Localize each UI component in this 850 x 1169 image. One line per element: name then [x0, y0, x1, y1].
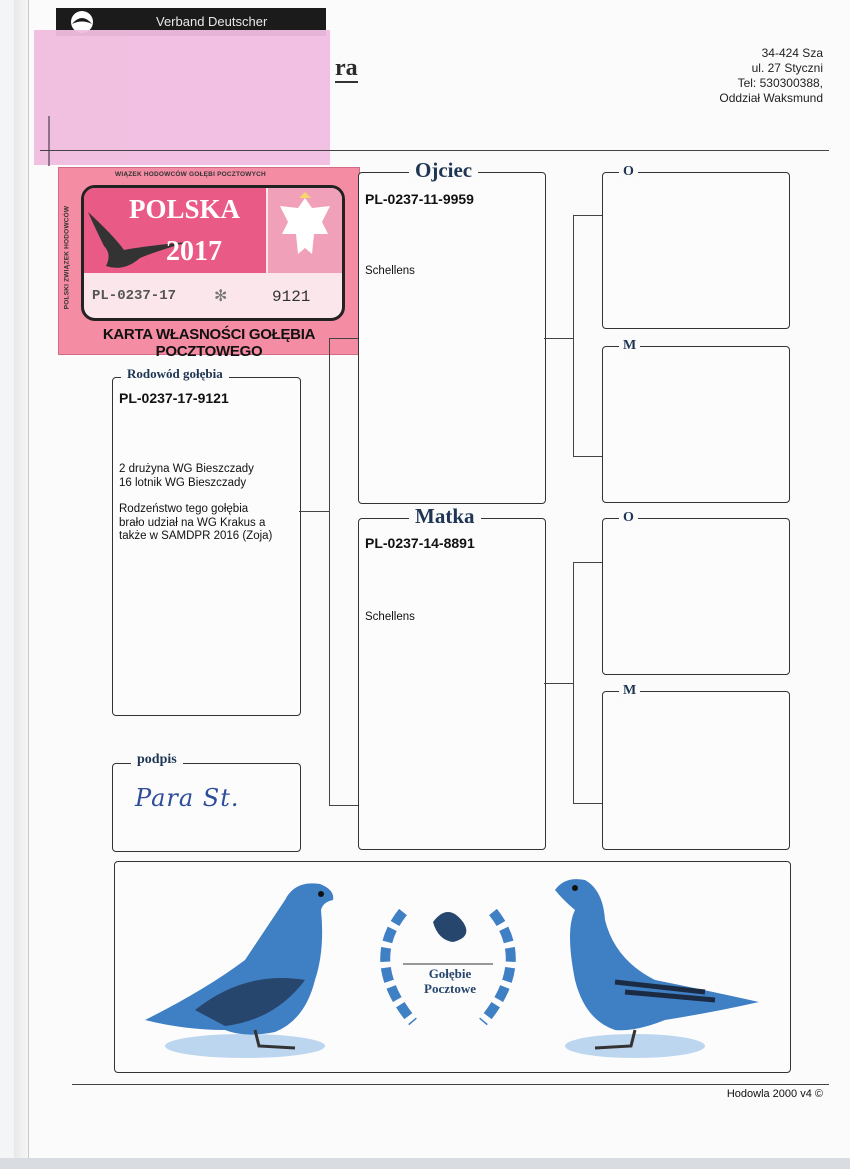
white-eagle-icon [268, 188, 342, 273]
connector-line [299, 511, 329, 512]
header-divider [40, 150, 829, 151]
emblem-line-1: Gołębie [428, 966, 472, 981]
signature-box [112, 752, 301, 852]
card-caption: KARTA WŁASNOŚCI GOŁĘBIA POCZTOWEGO [102, 326, 316, 360]
note-line: brało udział na WG Krakus a [119, 516, 266, 529]
emblem-text [400, 966, 500, 996]
mother-father-box [602, 510, 790, 675]
address-line: Tel: 530300388, [737, 76, 823, 90]
page-title-fragment: ra [335, 55, 358, 81]
father-mother-box [602, 338, 790, 503]
card-arc-top: WIĄZEK HODOWCÓW GOŁĘBI POCZTOWYCH [115, 171, 266, 178]
pink-cover-sticker [34, 30, 330, 165]
mother-mother-box [602, 683, 790, 850]
ff-legend: O [619, 164, 638, 180]
card-star: ✻ [214, 288, 228, 305]
note-line: także w SAMDPR 2016 (Zoja) [119, 530, 273, 542]
card-year: 2017 [166, 236, 222, 267]
mf-legend: O [619, 510, 638, 526]
card-country: POLSKA [129, 194, 241, 224]
address-line: 34-424 Sza [761, 46, 823, 60]
handwritten-signature: Para St. [135, 784, 240, 812]
pigeon-legend: Rodowód gołębia [121, 366, 229, 382]
father-breed: Schellens [365, 265, 415, 277]
card-ring-prefix: PL-0237-17 [92, 288, 177, 304]
mother-box [358, 504, 546, 850]
eagle-emblem [268, 188, 342, 273]
decoration-panel [114, 861, 791, 1073]
connector-line [329, 338, 330, 806]
card-inner-panel [81, 185, 345, 321]
father-father-box [602, 164, 790, 329]
connector-line [544, 338, 573, 339]
card-ring-number: 9121 [272, 288, 311, 306]
note-line: 16 lotnik WG Bieszczady [119, 476, 247, 489]
connector-line [329, 805, 358, 806]
note-line: Rodzeństwo tego gołębia [119, 503, 249, 515]
connector-line [573, 803, 602, 804]
note-line: 2 drużyna WG Bieszczady [119, 463, 254, 475]
pigeon-ring-number: PL-0237-17-9121 [119, 390, 229, 406]
emblem-line-2: Pocztowe [424, 981, 476, 996]
connector-line [573, 562, 602, 563]
father-box [358, 158, 546, 504]
connector-line [329, 338, 358, 339]
pigeon-pedigree-box [112, 366, 301, 716]
mm-legend: M [619, 683, 640, 699]
connector-line [544, 683, 573, 684]
connector-line [573, 215, 602, 216]
sheet-edge [14, 0, 28, 1169]
logo-text: Verband Deutscher [156, 14, 268, 29]
connector-line [573, 215, 574, 457]
pigeon-right-icon [545, 870, 765, 1060]
fm-legend: M [619, 338, 640, 354]
pigeon-notes [119, 463, 272, 544]
software-footer: Hodowla 2000 v4 © [726, 1088, 823, 1100]
address-line: ul. 27 Styczni [751, 61, 823, 75]
signature-legend: podpis [131, 752, 183, 768]
note-spacer [119, 490, 272, 503]
mother-ring-number: PL-0237-14-8891 [365, 535, 475, 551]
laurel-wreath-icon [363, 882, 533, 1042]
card-arc-left: POLSKI ZWIĄZEK HODOWCÓW [63, 205, 71, 310]
mother-breed: Schellens [365, 611, 415, 623]
ownership-card [58, 167, 360, 360]
address-line: Oddział Waksmund [719, 91, 823, 105]
father-legend: Ojciec [409, 158, 478, 183]
father-ring-number: PL-0237-11-9959 [365, 191, 474, 207]
owner-address [719, 46, 823, 106]
footer-divider [72, 1084, 829, 1085]
pigeon-left-icon [135, 870, 345, 1060]
connector-line [573, 456, 602, 457]
scan-bottom-strip [0, 1158, 850, 1169]
connector-line [573, 562, 574, 804]
mother-legend: Matka [409, 504, 481, 529]
